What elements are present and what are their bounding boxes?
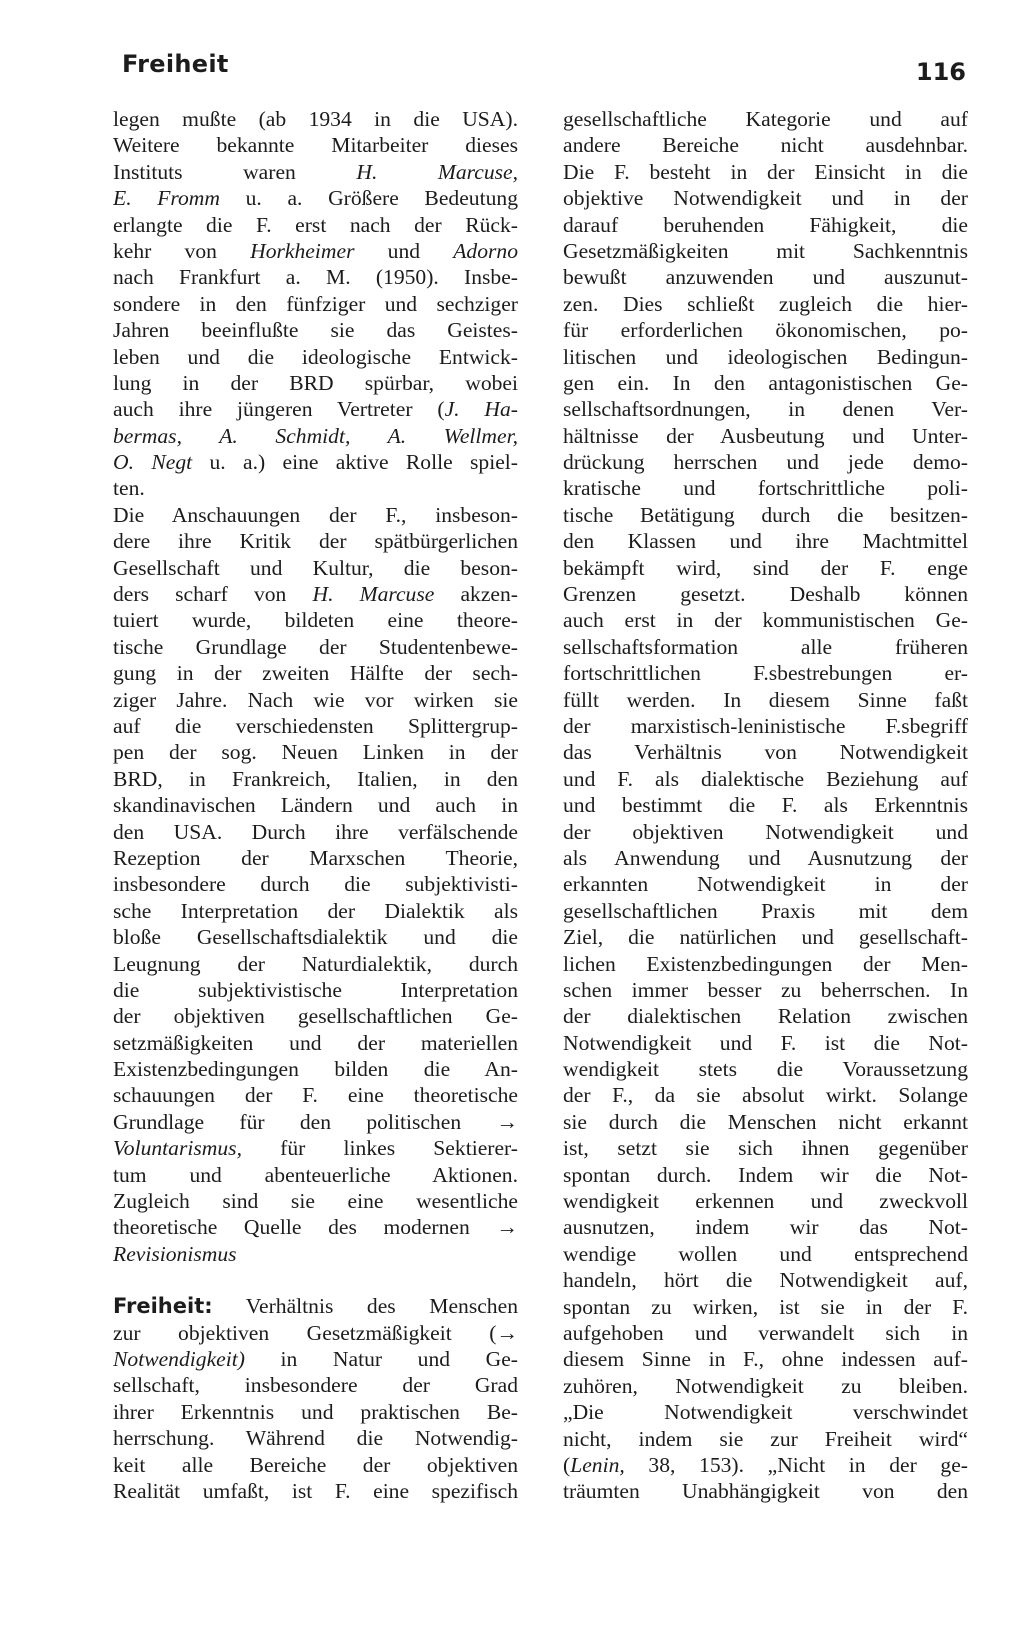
text-run: Rezeption der Marxschen Theorie, [113, 845, 518, 870]
text-run: Gesellschaft und Kultur, die beson- [113, 555, 518, 580]
text-run: nach Frankfurt a. M. (1950). Insbe- [113, 265, 518, 290]
text-run: gesellschaftlichen Praxis mit dem [563, 898, 968, 923]
text-line [563, 1426, 968, 1452]
entry-lemma: Freiheit: [113, 1294, 213, 1319]
text-run: für linkes Sektierer- [241, 1136, 518, 1161]
text-line [563, 792, 968, 818]
text-line [563, 1399, 968, 1425]
text-line [563, 951, 968, 977]
text-line [563, 1003, 968, 1029]
text-line [563, 502, 968, 528]
text-line [113, 581, 518, 607]
text-line [113, 396, 518, 422]
text-line [563, 660, 968, 686]
text-line [113, 1162, 518, 1188]
text-run: handeln, hört die Notwendigkeit auf, [563, 1268, 968, 1293]
text-run: herrschung. Während die Notwendig- [113, 1426, 518, 1451]
text-line [113, 1241, 518, 1267]
text-line [563, 739, 968, 765]
text-run: sellschaftsformation alle früheren [563, 634, 968, 659]
text-line [113, 1425, 518, 1451]
text-line [113, 607, 518, 633]
text-line [563, 1162, 968, 1188]
text-line [113, 185, 518, 211]
text-line [563, 977, 968, 1003]
text-run: Grenzen gesetzt. Deshalb können [563, 582, 968, 607]
text-run: erkannten Notwendigkeit in der [563, 872, 968, 897]
text-line [113, 924, 518, 950]
text-line [563, 1241, 968, 1267]
italic-run: Horkheimer [250, 238, 355, 263]
text-run: träumten Unabhängigkeit von den [563, 1479, 968, 1504]
text-run: Notwendigkeit und F. ist die Not- [563, 1030, 968, 1055]
text-run: akzen- [434, 582, 518, 607]
text-run: spontan zu wirken, ist sie in der F. [563, 1294, 968, 1319]
text-run: spontan durch. Indem wir die Not- [563, 1162, 968, 1187]
text-run: bloße Gesellschaftsdialektik und die [113, 925, 518, 950]
text-line [563, 396, 968, 422]
text-line [113, 317, 518, 343]
text-line [113, 291, 518, 317]
text-line [563, 264, 968, 290]
text-line [113, 898, 518, 924]
text-run: tische Grundlage der Studentenbewe- [113, 634, 518, 659]
text-run: Existenzbedingungen bilden die An- [113, 1057, 518, 1082]
text-run: skandinavischen Ländern und auch in [113, 793, 518, 818]
text-line [563, 1478, 968, 1504]
text-line [113, 1135, 518, 1161]
text-line [113, 1452, 518, 1478]
text-run: andere Bereiche nicht ausdehnbar. [563, 133, 968, 158]
text-run: lung in der BRD spürbar, wobei [113, 370, 518, 395]
text-run: dere ihre Kritik der spätbürgerlichen [113, 529, 518, 554]
text-line [113, 951, 518, 977]
entry-body [113, 1320, 518, 1505]
text-line [563, 607, 968, 633]
text-run: pen der sog. Neuen Linken in der [113, 740, 518, 765]
italic-run: O. Negt [113, 450, 193, 475]
text-run: und bestimmt die F. als Erkenntnis [563, 793, 968, 818]
text-line [563, 713, 968, 739]
text-run: diesem Sinne in F., ohne indessen auf- [563, 1347, 968, 1372]
paragraph-freiheit-continued [563, 106, 968, 1505]
text-line [563, 1109, 968, 1135]
text-line [563, 212, 968, 238]
text-line [563, 845, 968, 871]
text-run: erlangte die F. erst nach der Rück- [113, 212, 518, 237]
text-run: zen. Dies schließt zugleich die hier- [563, 291, 968, 316]
text-run: sellschaftsordnungen, in denen Ver- [563, 397, 968, 422]
text-run: litischen und ideologischen Bedingun- [563, 344, 968, 369]
text-run: und [354, 238, 454, 263]
text-line [113, 1478, 518, 1504]
text-line [113, 660, 518, 686]
text-run: drückung herrschen und jede demo- [563, 450, 968, 475]
text-line [113, 739, 518, 765]
text-run: sche Interpretation der Dialektik als [113, 898, 518, 923]
text-run: zuhören, Notwendigkeit zu bleiben. [563, 1373, 968, 1398]
text-line [113, 713, 518, 739]
text-run: als Anwendung und Ausnutzung der [563, 845, 968, 870]
text-run: auch ihre jüngeren Vertreter ( [113, 397, 445, 422]
text-line [563, 1373, 968, 1399]
text-line [113, 370, 518, 396]
text-run: der marxistisch-leninistische F.sbegriff [563, 713, 968, 738]
text-line [113, 871, 518, 897]
text-run: gung in der zweiten Hälfte der sech- [113, 661, 518, 686]
text-run: u. a.) eine aktive Rolle spiel- [192, 450, 518, 475]
text-line [563, 423, 968, 449]
text-line [563, 132, 968, 158]
text-run: zur objektiven Gesetzmäßigkeit (→ [113, 1320, 518, 1345]
text-run: schauungen der F. eine theoretische [113, 1083, 518, 1108]
text-line [563, 1214, 968, 1240]
text-line [563, 1320, 968, 1346]
text-line [563, 871, 968, 897]
italic-run: Revisionismus [113, 1241, 237, 1266]
text-run: ist, setzt sie sich ihnen gegenüber [563, 1136, 968, 1161]
text-line [563, 1082, 968, 1108]
text-run: der F., da sie absolut wirkt. Solange [563, 1083, 968, 1108]
text-run: ihrer Erkenntnis und praktischen Be- [113, 1399, 518, 1424]
text-line [113, 238, 518, 264]
paragraph-frankfurter-schule-history [113, 106, 518, 502]
text-line [563, 1030, 968, 1056]
text-line [113, 1346, 518, 1372]
text-line [113, 555, 518, 581]
italic-run: J. Ha- [444, 397, 518, 422]
text-run: nicht, indem sie zur Freiheit wird“ [563, 1426, 968, 1451]
text-run: und F. als dialektische Beziehung auf [563, 766, 968, 791]
paragraph-frankfurter-schule-influence [113, 502, 518, 1267]
text-run: bekämpft wird, sind der F. enge [563, 555, 968, 580]
text-line [113, 132, 518, 158]
text-line [563, 1267, 968, 1293]
text-line [563, 898, 968, 924]
text-run: „Die Notwendigkeit verschwindet [563, 1400, 968, 1425]
text-line [113, 528, 518, 554]
text-line [113, 1109, 518, 1135]
text-line [113, 1188, 518, 1214]
text-run: wendigkeit stets die Voraussetzung [563, 1057, 968, 1082]
text-run: ten. [113, 476, 145, 501]
text-line [563, 1346, 968, 1372]
text-line [563, 1452, 968, 1478]
text-run: leben und die ideologische Entwick- [113, 344, 518, 369]
text-line [563, 449, 968, 475]
text-run: 38, 153). „Nicht in der ge- [624, 1452, 968, 1477]
text-run: schen immer besser zu beherrschen. In [563, 977, 968, 1002]
text-run: theoretische Quelle des modernen → [113, 1215, 518, 1240]
text-run: den Klassen und ihre Machtmittel [563, 529, 968, 554]
italic-run: Adorno [453, 238, 518, 263]
text-run: darauf beruhenden Fähigkeit, die [563, 212, 968, 237]
text-line [563, 687, 968, 713]
text-line [563, 1135, 968, 1161]
text-line [563, 634, 968, 660]
text-run: tum und abenteuerliche Aktionen. [113, 1162, 518, 1187]
running-head-title: Freiheit [122, 50, 229, 78]
dictionary-entry-freiheit [113, 1293, 518, 1504]
text-line [563, 238, 968, 264]
text-run: auf die verschiedensten Splittergrup- [113, 713, 518, 738]
text-line [113, 1056, 518, 1082]
text-line [563, 159, 968, 185]
text-line [563, 291, 968, 317]
text-line [113, 845, 518, 871]
text-line [113, 1082, 518, 1108]
italic-run: Lenin, [570, 1452, 625, 1477]
text-run: gesellschaftliche Kategorie und auf [563, 107, 968, 131]
text-line [563, 1294, 968, 1320]
text-line [563, 819, 968, 845]
text-line [113, 792, 518, 818]
italic-run: H. Marcuse [312, 582, 435, 607]
entry-first-line-text: Verhältnis des Menschen [212, 1294, 518, 1319]
italic-run: H. Marcuse, [356, 159, 518, 184]
text-run: lichen Existenzbedingungen der Men- [563, 951, 968, 976]
text-run: BRD, in Frankreich, Italien, in den [113, 766, 518, 791]
text-line [563, 344, 968, 370]
text-run: bewußt anzuwenden und auszunut- [563, 265, 968, 290]
text-line [563, 555, 968, 581]
text-run: Weitere bekannte Mitarbeiter dieses [113, 133, 518, 158]
text-run: gen ein. In den antagonistischen Ge- [563, 370, 968, 395]
text-line [563, 317, 968, 343]
text-line [113, 1003, 518, 1029]
text-run: Grundlage für den politischen → [113, 1109, 518, 1134]
text-run: ( [563, 1452, 571, 1477]
entry-first-line [113, 1293, 518, 1319]
text-line [113, 634, 518, 660]
text-run: füllt werden. In diesem Sinne faßt [563, 687, 968, 712]
italic-run: Notwendigkeit) [113, 1346, 245, 1371]
text-run: Gesetzmäßigkeiten mit Sachkenntnis [563, 238, 968, 263]
text-line [563, 185, 968, 211]
left-column [113, 106, 518, 1504]
text-line [563, 528, 968, 554]
text-run: sondere in den fünfziger und sechziger [113, 291, 518, 316]
text-run: kratische und fortschrittliche poli- [563, 476, 968, 501]
text-run: Jahren beeinflußte sie das Geistes- [113, 318, 518, 343]
text-line [113, 1214, 518, 1240]
text-run: der objektiven Notwendigkeit und [563, 819, 968, 844]
text-run: ausnutzen, indem wir das Not- [563, 1215, 968, 1240]
text-line [563, 1056, 968, 1082]
text-run: aufgehoben und verwandelt sich in [563, 1320, 968, 1345]
text-run: Instituts waren [113, 159, 357, 184]
text-line [113, 423, 518, 449]
text-run: ders scharf von [113, 582, 313, 607]
text-line [113, 106, 518, 132]
text-run: der dialektischen Relation zwischen [563, 1004, 968, 1029]
text-line [113, 344, 518, 370]
text-run: fortschrittlichen F.sbestrebungen er- [563, 661, 968, 686]
italic-run: Voluntarismus, [113, 1136, 242, 1161]
text-run: Die F. besteht in der Einsicht in die [563, 159, 968, 184]
text-run: Zugleich sind sie eine wesentliche [113, 1189, 518, 1214]
text-run: Ziel, die natürlichen und gesellschaft- [563, 925, 968, 950]
text-line [563, 766, 968, 792]
text-line [563, 370, 968, 396]
text-line [563, 1188, 968, 1214]
text-run: u. a. Größere Bedeutung [220, 186, 518, 211]
text-run: die subjektivistische Interpretation [113, 977, 518, 1002]
text-line [113, 1030, 518, 1056]
text-run: Realität umfaßt, ist F. eine spezifisch [113, 1478, 518, 1503]
text-line [113, 977, 518, 1003]
text-run: Die Anschauungen der F., insbeson- [113, 502, 518, 527]
text-run: setzmäßigkeiten und der materiellen [113, 1030, 518, 1055]
text-run: wendigkeit erkennen und zweckvoll [563, 1189, 968, 1214]
text-line [113, 1320, 518, 1346]
text-line [563, 924, 968, 950]
page-number: 116 [915, 58, 966, 86]
italic-run: E. Fromm [113, 186, 220, 211]
text-run: objektive Notwendigkeit und in der [563, 186, 968, 211]
text-line [113, 159, 518, 185]
text-line [563, 106, 968, 132]
text-line [113, 212, 518, 238]
text-run: das Verhältnis von Notwendigkeit [563, 740, 968, 765]
text-run: ziger Jahre. Nach wie vor wirken sie [113, 687, 518, 712]
text-run: sellschaft, insbesondere der Grad [113, 1373, 518, 1398]
text-line [113, 264, 518, 290]
text-run: tische Betätigung durch die besitzen- [563, 502, 968, 527]
text-line [563, 475, 968, 501]
italic-run: bermas, A. Schmidt, A. Wellmer, [113, 423, 518, 448]
text-run: sie durch die Menschen nicht erkannt [563, 1109, 968, 1134]
text-line [113, 475, 518, 501]
text-run: hältnisse der Ausbeutung und Unter- [563, 423, 968, 448]
text-run: den USA. Durch ihre verfälschende [113, 819, 518, 844]
text-run: wendige wollen und entsprechend [563, 1241, 968, 1266]
text-line [563, 581, 968, 607]
text-line [113, 819, 518, 845]
text-line [113, 1399, 518, 1425]
text-run: insbesondere durch die subjektivisti- [113, 872, 518, 897]
text-run: für erforderlichen ökonomischen, po- [563, 318, 968, 343]
text-line [113, 502, 518, 528]
text-run: tuiert wurde, bildeten eine theore- [113, 608, 518, 633]
text-run: in Natur und Ge- [244, 1346, 518, 1371]
text-run: kehr von [113, 238, 251, 263]
text-run: keit alle Bereiche der objektiven [113, 1452, 518, 1477]
text-run: legen mußte (ab 1934 in die USA). [113, 107, 518, 131]
text-run: auch erst in der kommunistischen Ge- [563, 608, 968, 633]
text-run: Leugnung der Naturdialektik, durch [113, 951, 518, 976]
text-line [113, 766, 518, 792]
text-run: der objektiven gesellschaftlichen Ge- [113, 1004, 518, 1029]
text-line [113, 449, 518, 475]
right-column [563, 106, 968, 1505]
entry-gap [113, 1267, 518, 1293]
text-line [113, 1372, 518, 1398]
text-line [113, 687, 518, 713]
